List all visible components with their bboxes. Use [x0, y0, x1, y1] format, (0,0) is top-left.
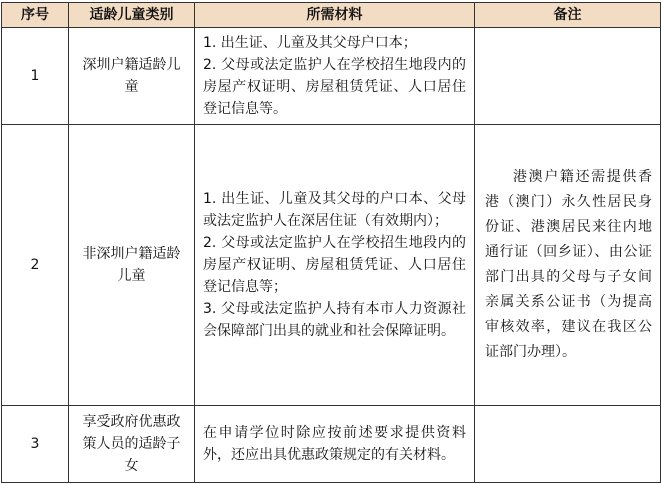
table-row [2, 406, 661, 483]
material-item: 2. 父母或法定监护人在学校招生地段内的房屋产权证明、房屋租赁凭证、人口居住登记信息等； [203, 235, 466, 295]
remarks-text: 港澳户籍还需提供香港（澳门）永久性居民身份证、港澳居民来往内地通行证（回乡证）、由公证部门出具的父母与子女间亲属关系公证书（为提高审核效率，建议在我区公证部门办理）。 [485, 169, 652, 360]
row-materials [195, 125, 475, 406]
row-category: 深圳户籍适龄儿童 [69, 28, 195, 125]
header-remarks: 备注 [475, 3, 661, 28]
row-remarks [475, 28, 661, 125]
row-category: 非深圳户籍适龄儿童 [69, 125, 195, 406]
row-materials [195, 28, 475, 125]
table-row [2, 28, 661, 125]
material-item: 在申请学位时除应按前述要求提供资料外，还应出具优惠政策规定的有关材料。 [203, 425, 466, 463]
material-item: 1. 出生证、儿童及其父母的户口本、父母或法定监护人在深居住证（有效期内）； [203, 191, 466, 229]
table-row [2, 125, 661, 406]
requirements-table [1, 2, 661, 483]
row-materials [195, 406, 475, 483]
row-number: 2 [2, 125, 69, 406]
row-number: 3 [2, 406, 69, 483]
header-category: 适龄儿童类别 [69, 3, 195, 28]
row-number: 1 [2, 28, 69, 125]
row-remarks [475, 406, 661, 483]
row-remarks [475, 125, 661, 406]
header-no: 序号 [2, 3, 69, 28]
material-item: 3. 父母或法定监护人持有本市人力资源社会保障部门出具的就业和社会保障证明。 [203, 301, 466, 339]
header-materials: 所需材料 [195, 3, 475, 28]
material-item: 1. 出生证、儿童及其父母户口本； [203, 35, 417, 51]
material-item: 2. 父母或法定监护人在学校招生地段内的房屋产权证明、房屋租赁凭证、人口居住登记信息等。 [203, 57, 466, 117]
row-category: 享受政府优惠政策人员的适龄子女 [69, 406, 195, 483]
table-header-row [2, 3, 661, 28]
